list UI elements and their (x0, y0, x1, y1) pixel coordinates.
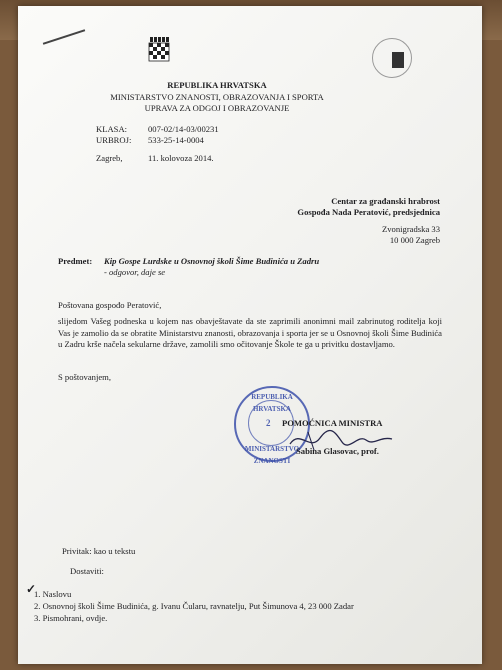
letter-page (18, 6, 482, 664)
stamp-text-bottom: MINISTARSTVO ZNANOSTI (244, 445, 300, 465)
letterhead-ministry: MINISTARSTVO ZNANOSTI, OBRAZOVANJA I SPORTA (110, 91, 324, 102)
signer-title: POMOĆNICA MINISTRA (282, 418, 383, 428)
coat-of-arms-icon (148, 36, 170, 66)
delivery-label: Dostaviti: (70, 566, 104, 576)
stamp-number: 2 (266, 418, 271, 428)
recipient-person: Gospođa Nada Peratović, predsjednica (297, 207, 440, 217)
klasa-value: 007-02/14-03/00231 (148, 124, 219, 134)
checkmark-icon: ✓ (26, 582, 37, 596)
subject-label: Predmet: (58, 256, 93, 266)
attachment-note: Privitak: kao u tekstu (62, 546, 136, 556)
urbroj-value: 533-25-14-0004 (148, 135, 204, 145)
salutation: Poštovana gospođo Peratović, (58, 300, 162, 310)
delivery-item-3: 3. Pismohrani, ovdje. (34, 613, 108, 623)
pen-mark (43, 29, 85, 44)
recipient-street: Zvonigradska 33 (382, 224, 440, 234)
certification-logo-icon (392, 52, 404, 68)
closing: S poštovanjem, (58, 372, 111, 382)
letterhead-department: UPRAVA ZA ODGOJ I OBRAZOVANJE (144, 103, 290, 113)
recipient-org: Centar za građanski hrabrost (331, 196, 440, 206)
date: 11. kolovoza 2014. (148, 153, 214, 163)
body-paragraph: slijedom Vašeg podneska u kojem nas obavještavate da ste zaprimili anonimni mail zabrinutog roditelja koji Vas je zamolio da se obratite Ministarstvu znanosti, obrazovanja i sporta jer se u Osnovnoj školi Šime Budinića u Zadru krše načela sekularne države, zamolili smo očitovanje Škole te ga u privitku dostavljamo. (58, 316, 442, 349)
delivery-item-1: 1. Naslovu (34, 589, 72, 599)
subject-sub: - odgovor, daje se (104, 267, 166, 277)
subject-text: Kip Gospe Lurdske u Osnovnoj školi Šime Budinića u Zadru (104, 256, 320, 266)
stamp-text-top: REPUBLIKA HRVATSKA (251, 393, 293, 413)
recipient-city: 10 000 Zagreb (389, 235, 440, 245)
urbroj-label: URBROJ: (96, 135, 132, 145)
place: Zagreb, (96, 153, 123, 163)
klasa-label: KLASA: (96, 124, 128, 134)
delivery-item-2: 2. Osnovnoj školi Šime Budinića, g. Ivanu Čularu, ravnatelju, Put Šimunova 4, 23 000 Zadar (34, 601, 354, 611)
signer-name: Sabina Glasovac, prof. (296, 446, 379, 456)
letterhead-country: REPUBLIKA HRVATSKA (167, 80, 267, 90)
letterhead (82, 80, 352, 115)
